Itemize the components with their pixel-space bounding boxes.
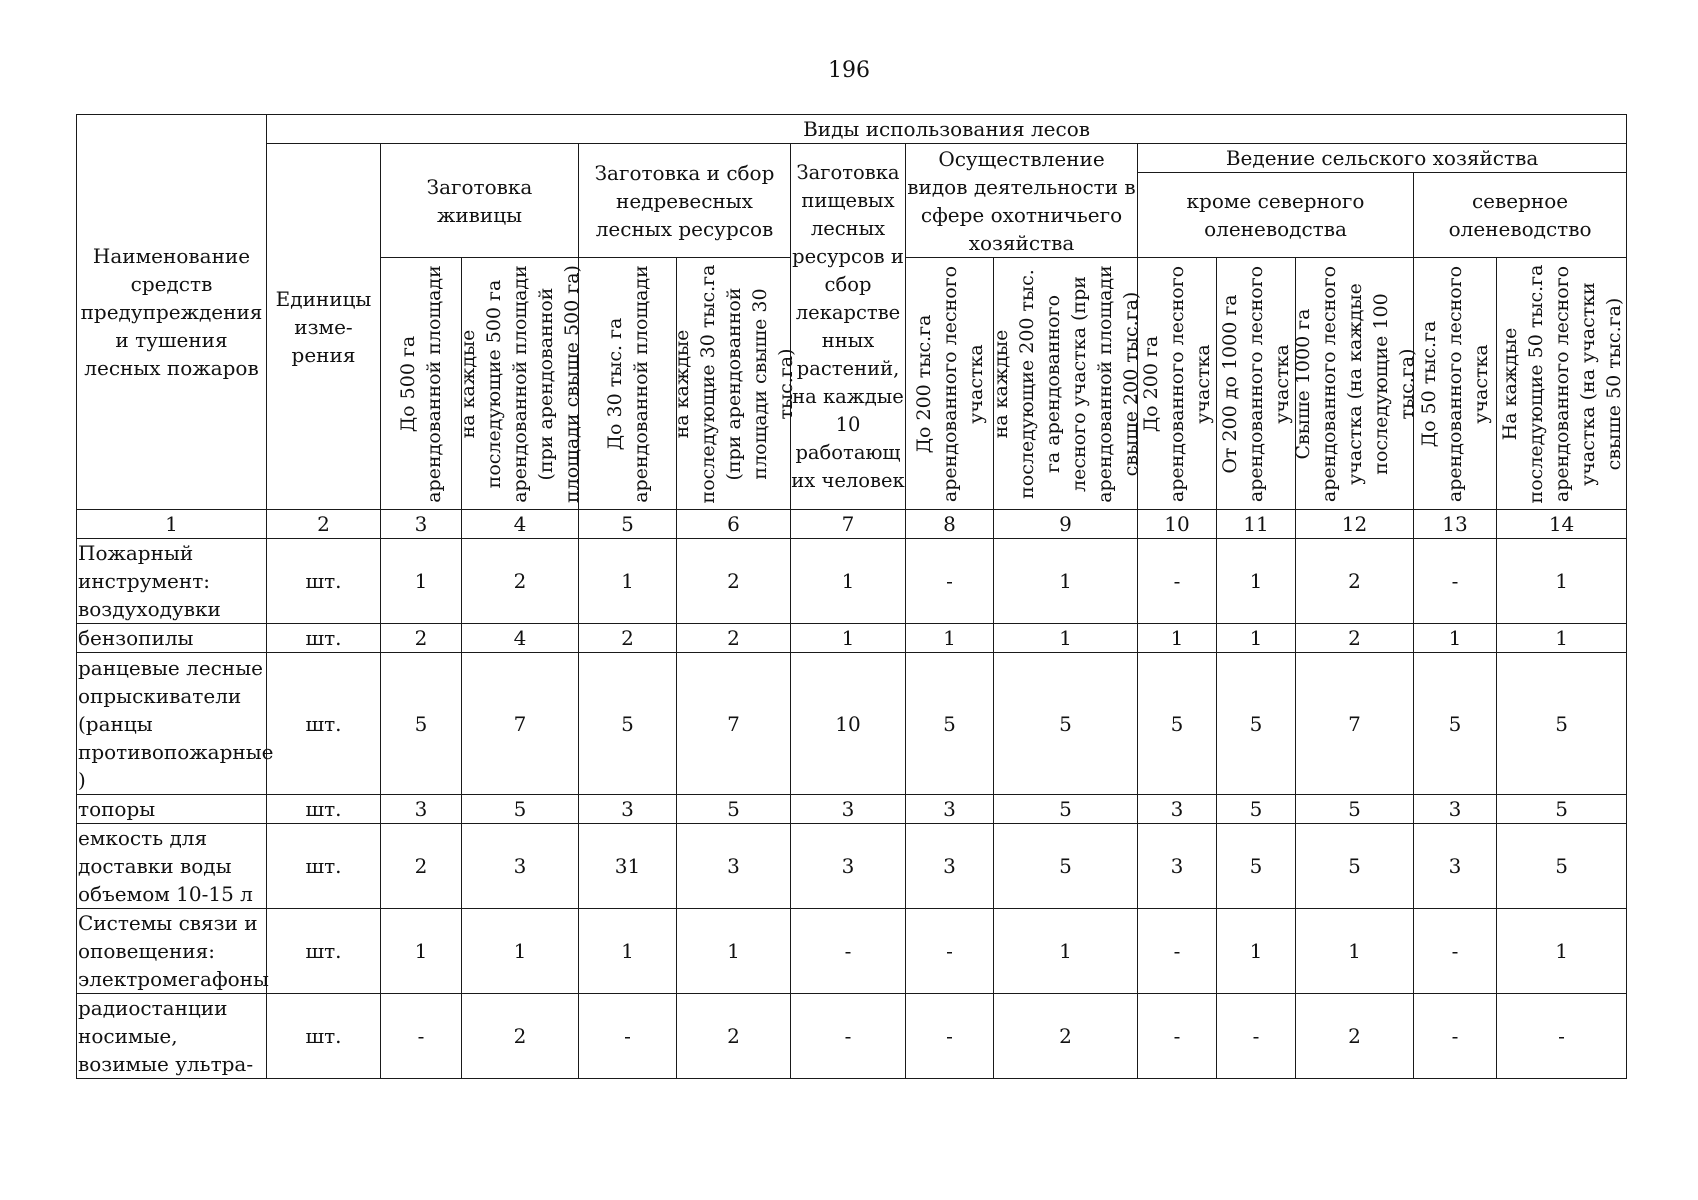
subheader-col-6: на каждые последующие 30 тыс.га (при арендованной площади свыше 30 тыс.га) bbox=[677, 258, 791, 510]
quantity-cell: 3 bbox=[906, 824, 994, 909]
quantity-cell: 7 bbox=[1296, 653, 1414, 795]
quantity-cell: 2 bbox=[994, 994, 1138, 1079]
column-number: 2 bbox=[267, 510, 381, 539]
header-reindeer: северное оленеводство bbox=[1414, 173, 1627, 258]
equipment-name: топоры bbox=[77, 795, 267, 824]
column-number: 8 bbox=[906, 510, 994, 539]
quantity-cell: 5 bbox=[994, 653, 1138, 795]
quantity-cell: - bbox=[1414, 539, 1497, 624]
subheader-col-5: До 30 тыс. га арендованной площади bbox=[579, 258, 677, 510]
quantity-cell: 5 bbox=[1138, 653, 1217, 795]
quantity-cell: 1 bbox=[677, 909, 791, 994]
quantity-cell: 5 bbox=[994, 824, 1138, 909]
quantity-cell: 5 bbox=[1497, 653, 1627, 795]
quantity-cell: - bbox=[1138, 994, 1217, 1079]
equipment-name: радиостанции носимые, возимые ультра- bbox=[77, 994, 267, 1079]
quantity-cell: - bbox=[906, 994, 994, 1079]
quantity-cell: 1 bbox=[791, 539, 906, 624]
quantity-cell: 1 bbox=[994, 624, 1138, 653]
quantity-cell: 5 bbox=[1296, 824, 1414, 909]
quantity-cell: - bbox=[1138, 909, 1217, 994]
quantity-cell: 2 bbox=[1296, 539, 1414, 624]
header-hunting: Осуществление видов деятельности в сфере охотничьего хозяйства bbox=[906, 144, 1138, 258]
quantity-cell: 1 bbox=[1138, 624, 1217, 653]
quantity-cell: 3 bbox=[1414, 824, 1497, 909]
quantity-cell: 1 bbox=[1497, 909, 1627, 994]
quantity-cell: - bbox=[381, 994, 462, 1079]
quantity-cell: 2 bbox=[462, 539, 579, 624]
quantity-cell: 10 bbox=[791, 653, 906, 795]
quantity-cell: 1 bbox=[1217, 909, 1296, 994]
quantity-cell: 1 bbox=[579, 539, 677, 624]
quantity-cell: 1 bbox=[579, 909, 677, 994]
subheader-col-8: До 200 тыс.га арендованного лесного участка bbox=[906, 258, 994, 510]
equipment-name: Системы связи и оповещения: электромегафоны bbox=[77, 909, 267, 994]
quantity-cell: 1 bbox=[1217, 624, 1296, 653]
table-row bbox=[77, 795, 1627, 824]
quantity-cell: 2 bbox=[677, 539, 791, 624]
quantity-cell: 2 bbox=[381, 824, 462, 909]
quantity-cell: - bbox=[906, 909, 994, 994]
unit-cell: шт. bbox=[267, 795, 381, 824]
quantity-cell: 5 bbox=[1217, 824, 1296, 909]
column-number: 13 bbox=[1414, 510, 1497, 539]
quantity-cell: 3 bbox=[1138, 824, 1217, 909]
quantity-cell: 5 bbox=[579, 653, 677, 795]
quantity-cell: - bbox=[1414, 909, 1497, 994]
quantity-cell: 1 bbox=[462, 909, 579, 994]
table-row bbox=[77, 909, 1627, 994]
column-number: 9 bbox=[994, 510, 1138, 539]
subheader-col-9: на каждые последующие 200 тыс. га арендованного лесного участка (при арендованной площади свыше 200 тыс.га) bbox=[994, 258, 1138, 510]
header-name-column: Наименование средств предупреждения и тушения лесных пожаров bbox=[77, 115, 267, 510]
quantity-cell: 5 bbox=[381, 653, 462, 795]
quantity-cell: - bbox=[906, 539, 994, 624]
subheader-col-3: До 500 га арендованной площади bbox=[381, 258, 462, 510]
quantity-cell: 1 bbox=[1414, 624, 1497, 653]
header-resin: Заготовка живицы bbox=[381, 144, 579, 258]
equipment-name: Пожарный инструмент: воздуходувки bbox=[77, 539, 267, 624]
quantity-cell: 5 bbox=[1414, 653, 1497, 795]
quantity-cell: 3 bbox=[579, 795, 677, 824]
quantity-cell: 2 bbox=[1296, 624, 1414, 653]
unit-cell: шт. bbox=[267, 824, 381, 909]
quantity-cell: 5 bbox=[1497, 824, 1627, 909]
equipment-name: емкость для доставки воды объемом 10-15 л bbox=[77, 824, 267, 909]
column-number: 7 bbox=[791, 510, 906, 539]
table-row bbox=[77, 994, 1627, 1079]
unit-cell: шт. bbox=[267, 539, 381, 624]
subheader-col-13: До 50 тыс.га арендованного лесного участка bbox=[1414, 258, 1497, 510]
quantity-cell: - bbox=[791, 994, 906, 1079]
quantity-cell: 3 bbox=[462, 824, 579, 909]
table-row bbox=[77, 824, 1627, 909]
quantity-cell: 5 bbox=[1497, 795, 1627, 824]
quantity-cell: 5 bbox=[462, 795, 579, 824]
quantity-cell: 2 bbox=[381, 624, 462, 653]
quantity-cell: 2 bbox=[677, 994, 791, 1079]
page-number: 196 bbox=[828, 58, 870, 83]
column-number: 3 bbox=[381, 510, 462, 539]
quantity-cell: 1 bbox=[1217, 539, 1296, 624]
column-number-row bbox=[77, 510, 1627, 539]
subheader-col-14: На каждые последующие 50 тыс.га арендованного лесного участка (на участки свыше 50 тыс.га) bbox=[1497, 258, 1627, 510]
quantity-cell: 3 bbox=[791, 824, 906, 909]
column-number: 12 bbox=[1296, 510, 1414, 539]
quantity-cell: 3 bbox=[1138, 795, 1217, 824]
subheader-col-11: От 200 до 1000 га арендованного лесного участка bbox=[1217, 258, 1296, 510]
subheader-col-10: До 200 га арендованного лесного участка bbox=[1138, 258, 1217, 510]
column-number: 11 bbox=[1217, 510, 1296, 539]
header-except-reindeer: кроме северного оленеводства bbox=[1138, 173, 1414, 258]
equipment-name: ранцевые лесные опрыскиватели (ранцы противопожарные ) bbox=[77, 653, 267, 795]
header-forest-use: Виды использования лесов bbox=[267, 115, 1627, 144]
quantity-cell: - bbox=[1497, 994, 1627, 1079]
quantity-cell: - bbox=[1217, 994, 1296, 1079]
quantity-cell: 31 bbox=[579, 824, 677, 909]
quantity-cell: 1 bbox=[1497, 624, 1627, 653]
quantity-cell: 5 bbox=[1217, 795, 1296, 824]
quantity-cell: 2 bbox=[677, 624, 791, 653]
quantity-cell: 3 bbox=[906, 795, 994, 824]
equipment-name: бензопилы bbox=[77, 624, 267, 653]
quantity-cell: 3 bbox=[1414, 795, 1497, 824]
quantity-cell: 3 bbox=[791, 795, 906, 824]
quantity-cell: 1 bbox=[994, 909, 1138, 994]
header-food-resources: Заготовка пищевых лесных ресурсов и сбор лекарстве нных растений, на каждые 10 работающ их человек bbox=[791, 144, 906, 510]
quantity-cell: - bbox=[1138, 539, 1217, 624]
quantity-cell: 1 bbox=[906, 624, 994, 653]
quantity-cell: 7 bbox=[462, 653, 579, 795]
quantity-cell: 1 bbox=[994, 539, 1138, 624]
quantity-cell: - bbox=[1414, 994, 1497, 1079]
unit-cell: шт. bbox=[267, 624, 381, 653]
table-row bbox=[77, 624, 1627, 653]
column-number: 6 bbox=[677, 510, 791, 539]
column-number: 5 bbox=[579, 510, 677, 539]
quantity-cell: 5 bbox=[1217, 653, 1296, 795]
table-row bbox=[77, 539, 1627, 624]
quantity-cell: 3 bbox=[677, 824, 791, 909]
quantity-cell: 4 bbox=[462, 624, 579, 653]
column-number: 10 bbox=[1138, 510, 1217, 539]
column-number: 4 bbox=[462, 510, 579, 539]
unit-cell: шт. bbox=[267, 994, 381, 1079]
quantity-cell: 1 bbox=[381, 539, 462, 624]
quantity-cell: 1 bbox=[1497, 539, 1627, 624]
subheader-col-4: на каждые последующие 500 га арендованной площади (при арендованной площади свыше 500 га) bbox=[462, 258, 579, 510]
quantity-cell: 2 bbox=[462, 994, 579, 1079]
quantity-cell: 3 bbox=[381, 795, 462, 824]
header-unit-column: Единицы изме-рения bbox=[267, 144, 381, 510]
quantity-cell: 5 bbox=[677, 795, 791, 824]
header-agriculture: Ведение сельского хозяйства bbox=[1138, 144, 1627, 173]
unit-cell: шт. bbox=[267, 909, 381, 994]
quantity-cell: - bbox=[579, 994, 677, 1079]
quantity-cell: 2 bbox=[1296, 994, 1414, 1079]
quantity-cell: 1 bbox=[1296, 909, 1414, 994]
table-row bbox=[77, 653, 1627, 795]
quantity-cell: 1 bbox=[791, 624, 906, 653]
unit-cell: шт. bbox=[267, 653, 381, 795]
quantity-cell: 7 bbox=[677, 653, 791, 795]
header-nontimber: Заготовка и сбор недревесных лесных ресурсов bbox=[579, 144, 791, 258]
quantity-cell: 2 bbox=[579, 624, 677, 653]
quantity-cell: 5 bbox=[906, 653, 994, 795]
column-number: 1 bbox=[77, 510, 267, 539]
quantity-cell: - bbox=[791, 909, 906, 994]
column-number: 14 bbox=[1497, 510, 1627, 539]
quantity-cell: 5 bbox=[1296, 795, 1414, 824]
quantity-cell: 1 bbox=[381, 909, 462, 994]
forest-fire-equipment-table bbox=[76, 114, 1627, 1079]
subheader-col-12: Свыше 1000 га арендованного лесного участка (на каждые последующие 100 тыс.га) bbox=[1296, 258, 1414, 510]
quantity-cell: 5 bbox=[994, 795, 1138, 824]
